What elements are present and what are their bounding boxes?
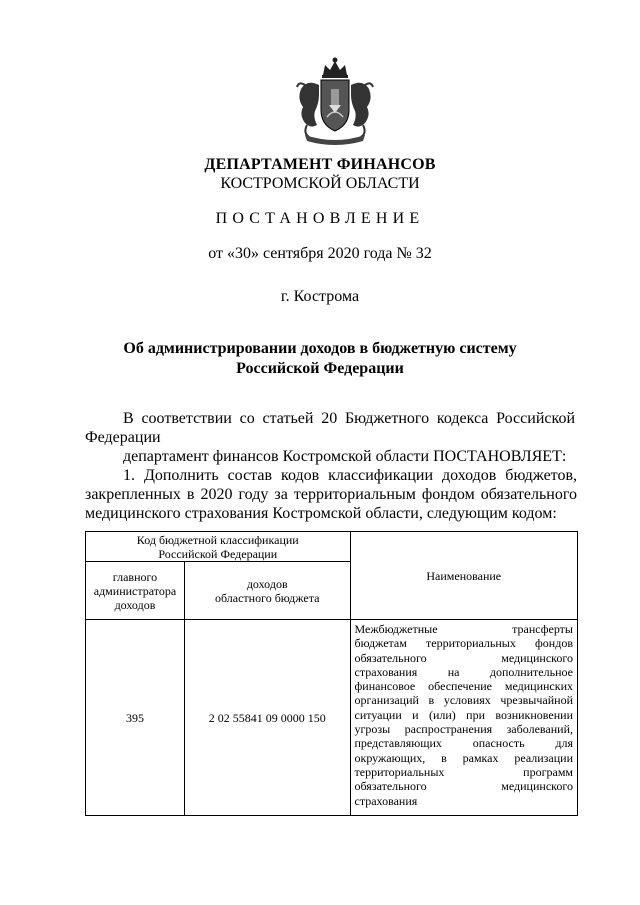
- department-title: ДЕПАРТАМЕНТ ФИНАНСОВ: [204, 156, 436, 173]
- paragraph-resolution: департамент финансов Костромской области ПОСТАНОВЛЯЕТ:: [123, 448, 567, 465]
- income-header-line-2: областного бюджета: [214, 590, 320, 605]
- table-header-row: [86, 532, 578, 562]
- header-name-column: Наименование: [350, 532, 578, 620]
- classification-codes-table: [85, 531, 578, 816]
- admin-header-line-2: администратора: [93, 583, 177, 598]
- header-income-column: [184, 562, 350, 620]
- name-line: бюджетам территориальных фондов: [354, 636, 573, 651]
- admin-header-line-1: главного: [112, 569, 158, 584]
- name-line: представляющих опасность для: [354, 736, 573, 751]
- name-line: угрозы распространения заболеваний,: [354, 722, 573, 737]
- name-line: территориальных программ: [354, 764, 573, 779]
- department-region: КОСТРОМСКОЙ ОБЛАСТИ: [220, 175, 420, 192]
- paragraph-3-line-2: закрепленных в 2020 году за территориальным фондом обязательного: [85, 486, 577, 503]
- header-group-line-1: Код бюджетной классификации: [136, 532, 299, 547]
- name-line: организаций в условиях чрезвычайной: [354, 693, 573, 708]
- name-line: Межбюджетные трансферты: [354, 622, 573, 636]
- table-row: [86, 620, 578, 816]
- header-group-line-2: Российской Федерации: [158, 546, 278, 561]
- document-date: от «30» сентября 2020 года № 32: [208, 245, 432, 262]
- name-line: финансовое обеспечение медицинских: [354, 679, 573, 694]
- paragraph-1-line-2: Федерации: [85, 429, 161, 446]
- document-city: г. Кострома: [280, 288, 360, 305]
- paragraph-legal-basis: [85, 409, 575, 447]
- paragraph-3-line-3: медицинского страхования Костромской области, следующим кодом:: [85, 505, 557, 522]
- income-code-cell: 2 02 55841 09 0000 150: [184, 620, 350, 816]
- coat-of-arms-emblem: [285, 55, 385, 145]
- name-line: ситуации и (или) при возникновении: [354, 707, 573, 722]
- admin-header-line-3: доходов: [114, 597, 156, 612]
- income-header-line-1: доходов: [246, 576, 288, 591]
- subject-line-1: Об администрировании доходов в бюджетную систему: [123, 340, 517, 357]
- header-admin-column: [86, 562, 185, 620]
- paragraph-item-1: [85, 466, 577, 523]
- subject-line-2: Российской Федерации: [236, 360, 404, 377]
- document-subject: [0, 339, 640, 379]
- name-line: страхования на дополнительное: [354, 664, 573, 679]
- name-line: обязательного медицинского: [354, 779, 573, 794]
- name-line: окружающих, в рамках реализации: [354, 750, 573, 765]
- name-line: обязательного медицинского: [354, 650, 573, 665]
- document-type: ПОСТАНОВЛЕНИЕ: [215, 210, 425, 227]
- paragraph-3-line-1: 1. Дополнить состав кодов классификации доходов бюджетов,: [123, 467, 577, 484]
- paragraph-1-line-1: В соответствии со статьей 20 Бюджетного кодекса Российской: [123, 410, 575, 427]
- header-budget-classification: [86, 532, 351, 562]
- admin-code-cell: 395: [86, 620, 185, 816]
- income-name-cell: [350, 620, 578, 816]
- name-line: страхования: [354, 793, 418, 808]
